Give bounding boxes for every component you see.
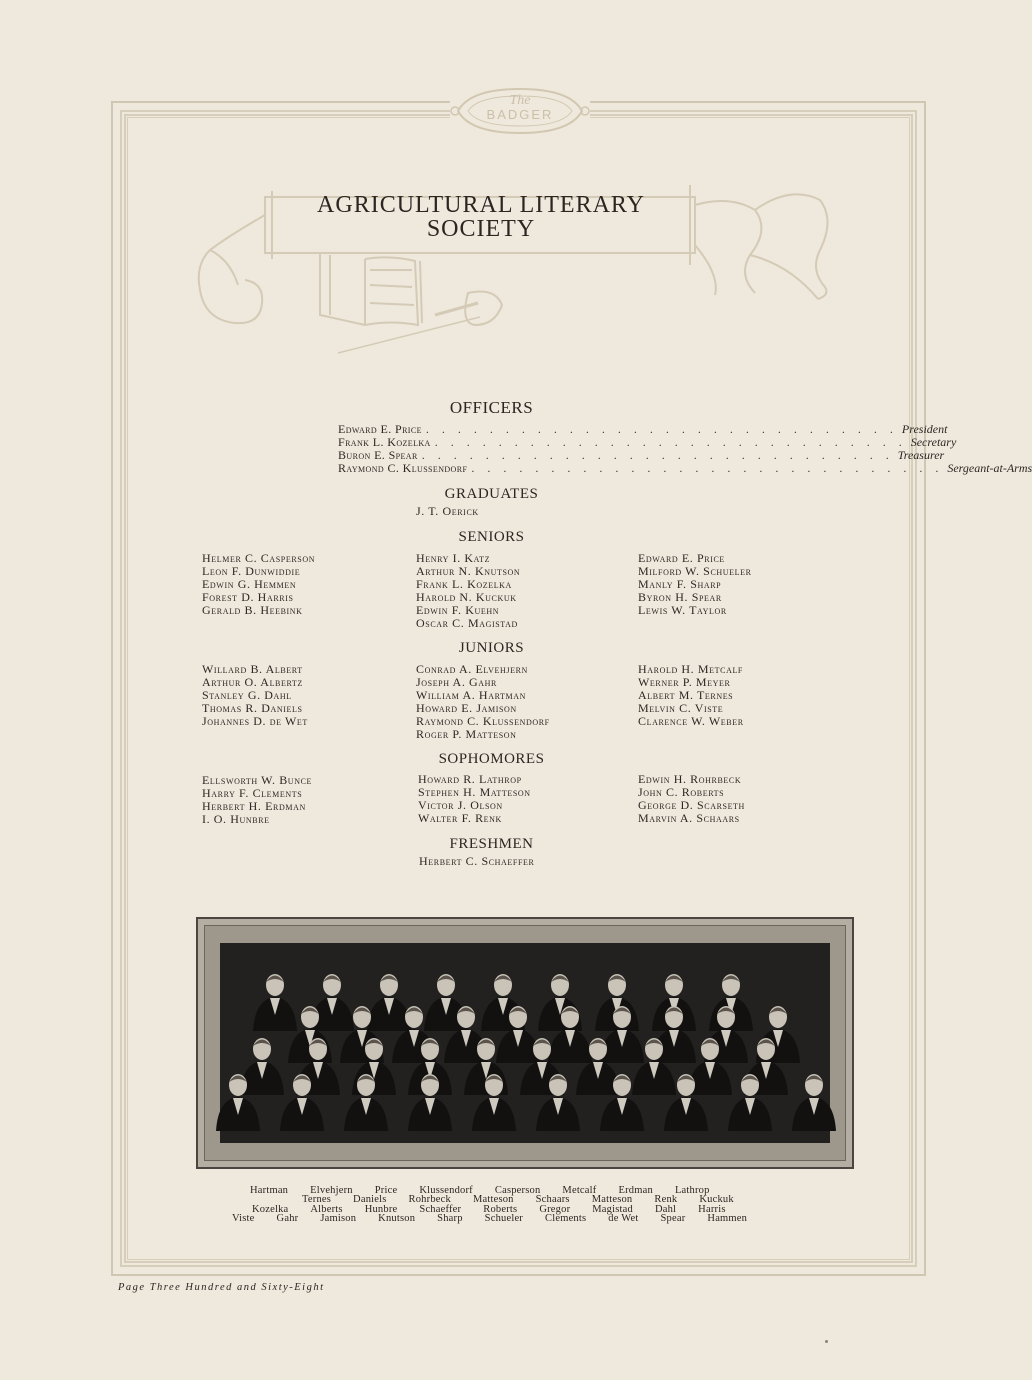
page-title [265,193,697,241]
caption-name: Matteson [472,1194,514,1205]
group-photo [220,943,830,1143]
juniors-col-3 [638,663,744,728]
page-footer: Page Three Hundred and Sixty-Eight [118,1282,325,1293]
caption-name: Lathrop [674,1185,710,1196]
caption-name: Sharp [437,1213,463,1224]
caption-name: Knutson [378,1213,416,1224]
seniors-col-1 [202,552,315,617]
list-item: Forest D. Harris [202,590,294,604]
officer-name: Edward E. Price [338,422,422,436]
list-item: Ellsworth W. Bunce [202,773,312,787]
officer-row [338,461,1032,475]
caption-name: Matteson [591,1194,633,1205]
officer-title: Treasurer [897,448,945,462]
list-item: Edwin G. Hemmen [202,577,297,591]
caption-name: Magistad [592,1204,633,1215]
caption-name: Roberts [483,1204,518,1215]
caption-name: Clements [545,1213,587,1224]
list-item: J. T. Oerick [416,504,479,518]
list-item: Harry F. Clements [202,786,303,800]
list-item: Raymond C. Klussendorf [416,714,550,728]
list-item: Stanley G. Dahl [202,688,292,702]
list-item: Willard B. Albert [202,662,303,676]
list-item: Conrad A. Elvehjern [416,662,528,676]
group-photo-figures [220,943,830,1143]
freshmen-heading: FRESHMEN [449,836,534,852]
list-item: Harold N. Kuckuk [416,590,517,604]
list-item: Herbert C. Schaeffer [419,854,535,868]
caption-name: Daniels [353,1194,387,1205]
caption-name: Schaeffer [419,1204,462,1215]
officer-name: Frank L. Kozelka [338,435,431,449]
caption-name: Casperson [494,1185,541,1196]
list-item: Harold H. Metcalf [638,662,743,676]
list-item: Oscar C. Magistad [416,616,518,630]
caption-name: Klussendorf [419,1185,473,1196]
list-item: Roger P. Matteson [416,727,517,741]
caption-name: Kuckuk [699,1194,734,1205]
caption-name: Alberts [310,1204,343,1215]
caption-name: Jamison [320,1213,357,1224]
list-item: Frank L. Kozelka [416,577,512,591]
title-line-1: AGRICULTURAL LITERARY [317,192,645,218]
list-item: I. O. Hunbre [202,812,270,826]
list-item: Arthur N. Knutson [416,564,521,578]
list-item: Gerald B. Heebink [202,603,303,617]
list-item: Thomas R. Daniels [202,701,303,715]
list-item: Werner P. Meyer [638,675,731,689]
crest-the: The [509,93,531,108]
officer-name: Buron E. Spear [338,448,418,462]
juniors-heading: JUNIORS [458,640,525,656]
caption-name: Elvehjern [310,1185,353,1196]
list-item: George D. Scarseth [638,798,745,812]
list-item: Stephen H. Matteson [418,785,531,799]
list-item: Manly F. Sharp [638,577,722,591]
crest-name: BADGER [486,107,554,122]
caption-name: Kozelka [252,1204,289,1215]
paper-speck [825,1340,828,1343]
seniors-col-2 [416,552,520,630]
graduates-list [416,505,479,518]
list-item: Edward E. Price [638,551,725,565]
leader-dots: . . . . . . . . . . . . . . . . . . . . . . . . . . . . . . [434,435,907,449]
sophomores-col-3 [638,773,745,825]
officers-heading: OFFICERS [449,398,534,417]
graduates-heading: GRADUATES [444,486,539,502]
leader-dots: . . . . . . . . . . . . . . . . . . . . . . . . . . . . . . [425,422,898,436]
juniors-col-1 [202,663,308,728]
caption-name: de Wet [608,1213,639,1224]
officer-title: Secretary [910,435,957,449]
seniors-col-3 [638,552,752,617]
caption-name: Hartman [250,1185,289,1196]
list-item: Arthur O. Albertz [202,675,303,689]
list-item: Helmer C. Casperson [202,551,316,565]
caption-name: Gahr [276,1213,299,1224]
list-item: Edwin H. Rohrbeck [638,772,742,786]
caption-name: Ternes [302,1194,332,1205]
caption-name: Viste [232,1213,255,1224]
caption-name: Schueler [484,1213,524,1224]
list-item: Henry I. Katz [416,551,491,565]
officer-title: Sergeant-at-Arms [947,461,1032,475]
list-item: Herbert H. Erdman [202,799,306,813]
freshmen-list [419,855,534,868]
list-item: Walter F. Renk [418,811,502,825]
sophomores-col-2 [418,773,531,825]
sophomores-col-1 [202,774,312,826]
list-item: Marvin A. Schaars [638,811,740,825]
juniors-col-2 [416,663,550,741]
list-item: Clarence W. Weber [638,714,744,728]
officer-name: Raymond C. Klussendorf [338,461,468,475]
seniors-heading: SENIORS [458,529,525,545]
officer-title: President [901,422,948,436]
caption-name: Dahl [654,1204,677,1215]
list-item: Byron H. Spear [638,590,722,604]
caption-name: Hunbre [364,1204,398,1215]
caption-name: Gregor [539,1204,571,1215]
caption-name: Schaars [535,1194,570,1205]
list-item: William A. Hartman [416,688,526,702]
list-item: Howard E. Jamison [416,701,517,715]
caption-name: Renk [654,1194,678,1205]
list-item: Albert M. Ternes [638,688,734,702]
caption-name: Metcalf [562,1185,597,1196]
leader-dots: . . . . . . . . . . . . . . . . . . . . . . . . . . . . . . [471,461,944,475]
leader-dots: . . . . . . . . . . . . . . . . . . . . . . . . . . . . . . [421,448,894,462]
list-item: Joseph A. Gahr [416,675,497,689]
badger-crest [450,85,590,137]
list-item: Johannes D. de Wet [202,714,308,728]
sophomores-heading: SOPHOMORES [438,751,545,767]
caption-name: Rohrbeck [408,1194,451,1205]
list-item: Howard R. Lathrop [418,772,522,786]
caption-name: Hammen [707,1213,748,1224]
list-item: Lewis W. Taylor [638,603,727,617]
list-item: Melvin C. Viste [638,701,724,715]
caption-name: Price [374,1185,398,1196]
caption-row-4 [232,1213,769,1224]
list-item: Milford W. Schueler [638,564,752,578]
caption-name: Harris [698,1204,726,1215]
list-item: Leon F. Dunwiddie [202,564,301,578]
list-item: Edwin F. Kuehn [416,603,500,617]
list-item: Victor J. Olson [418,798,503,812]
group-photo-mount [196,917,854,1169]
caption-name: Spear [660,1213,686,1224]
caption-name: Erdman [618,1185,653,1196]
list-item: John C. Roberts [638,785,725,799]
title-line-2: SOCIETY [426,216,536,242]
